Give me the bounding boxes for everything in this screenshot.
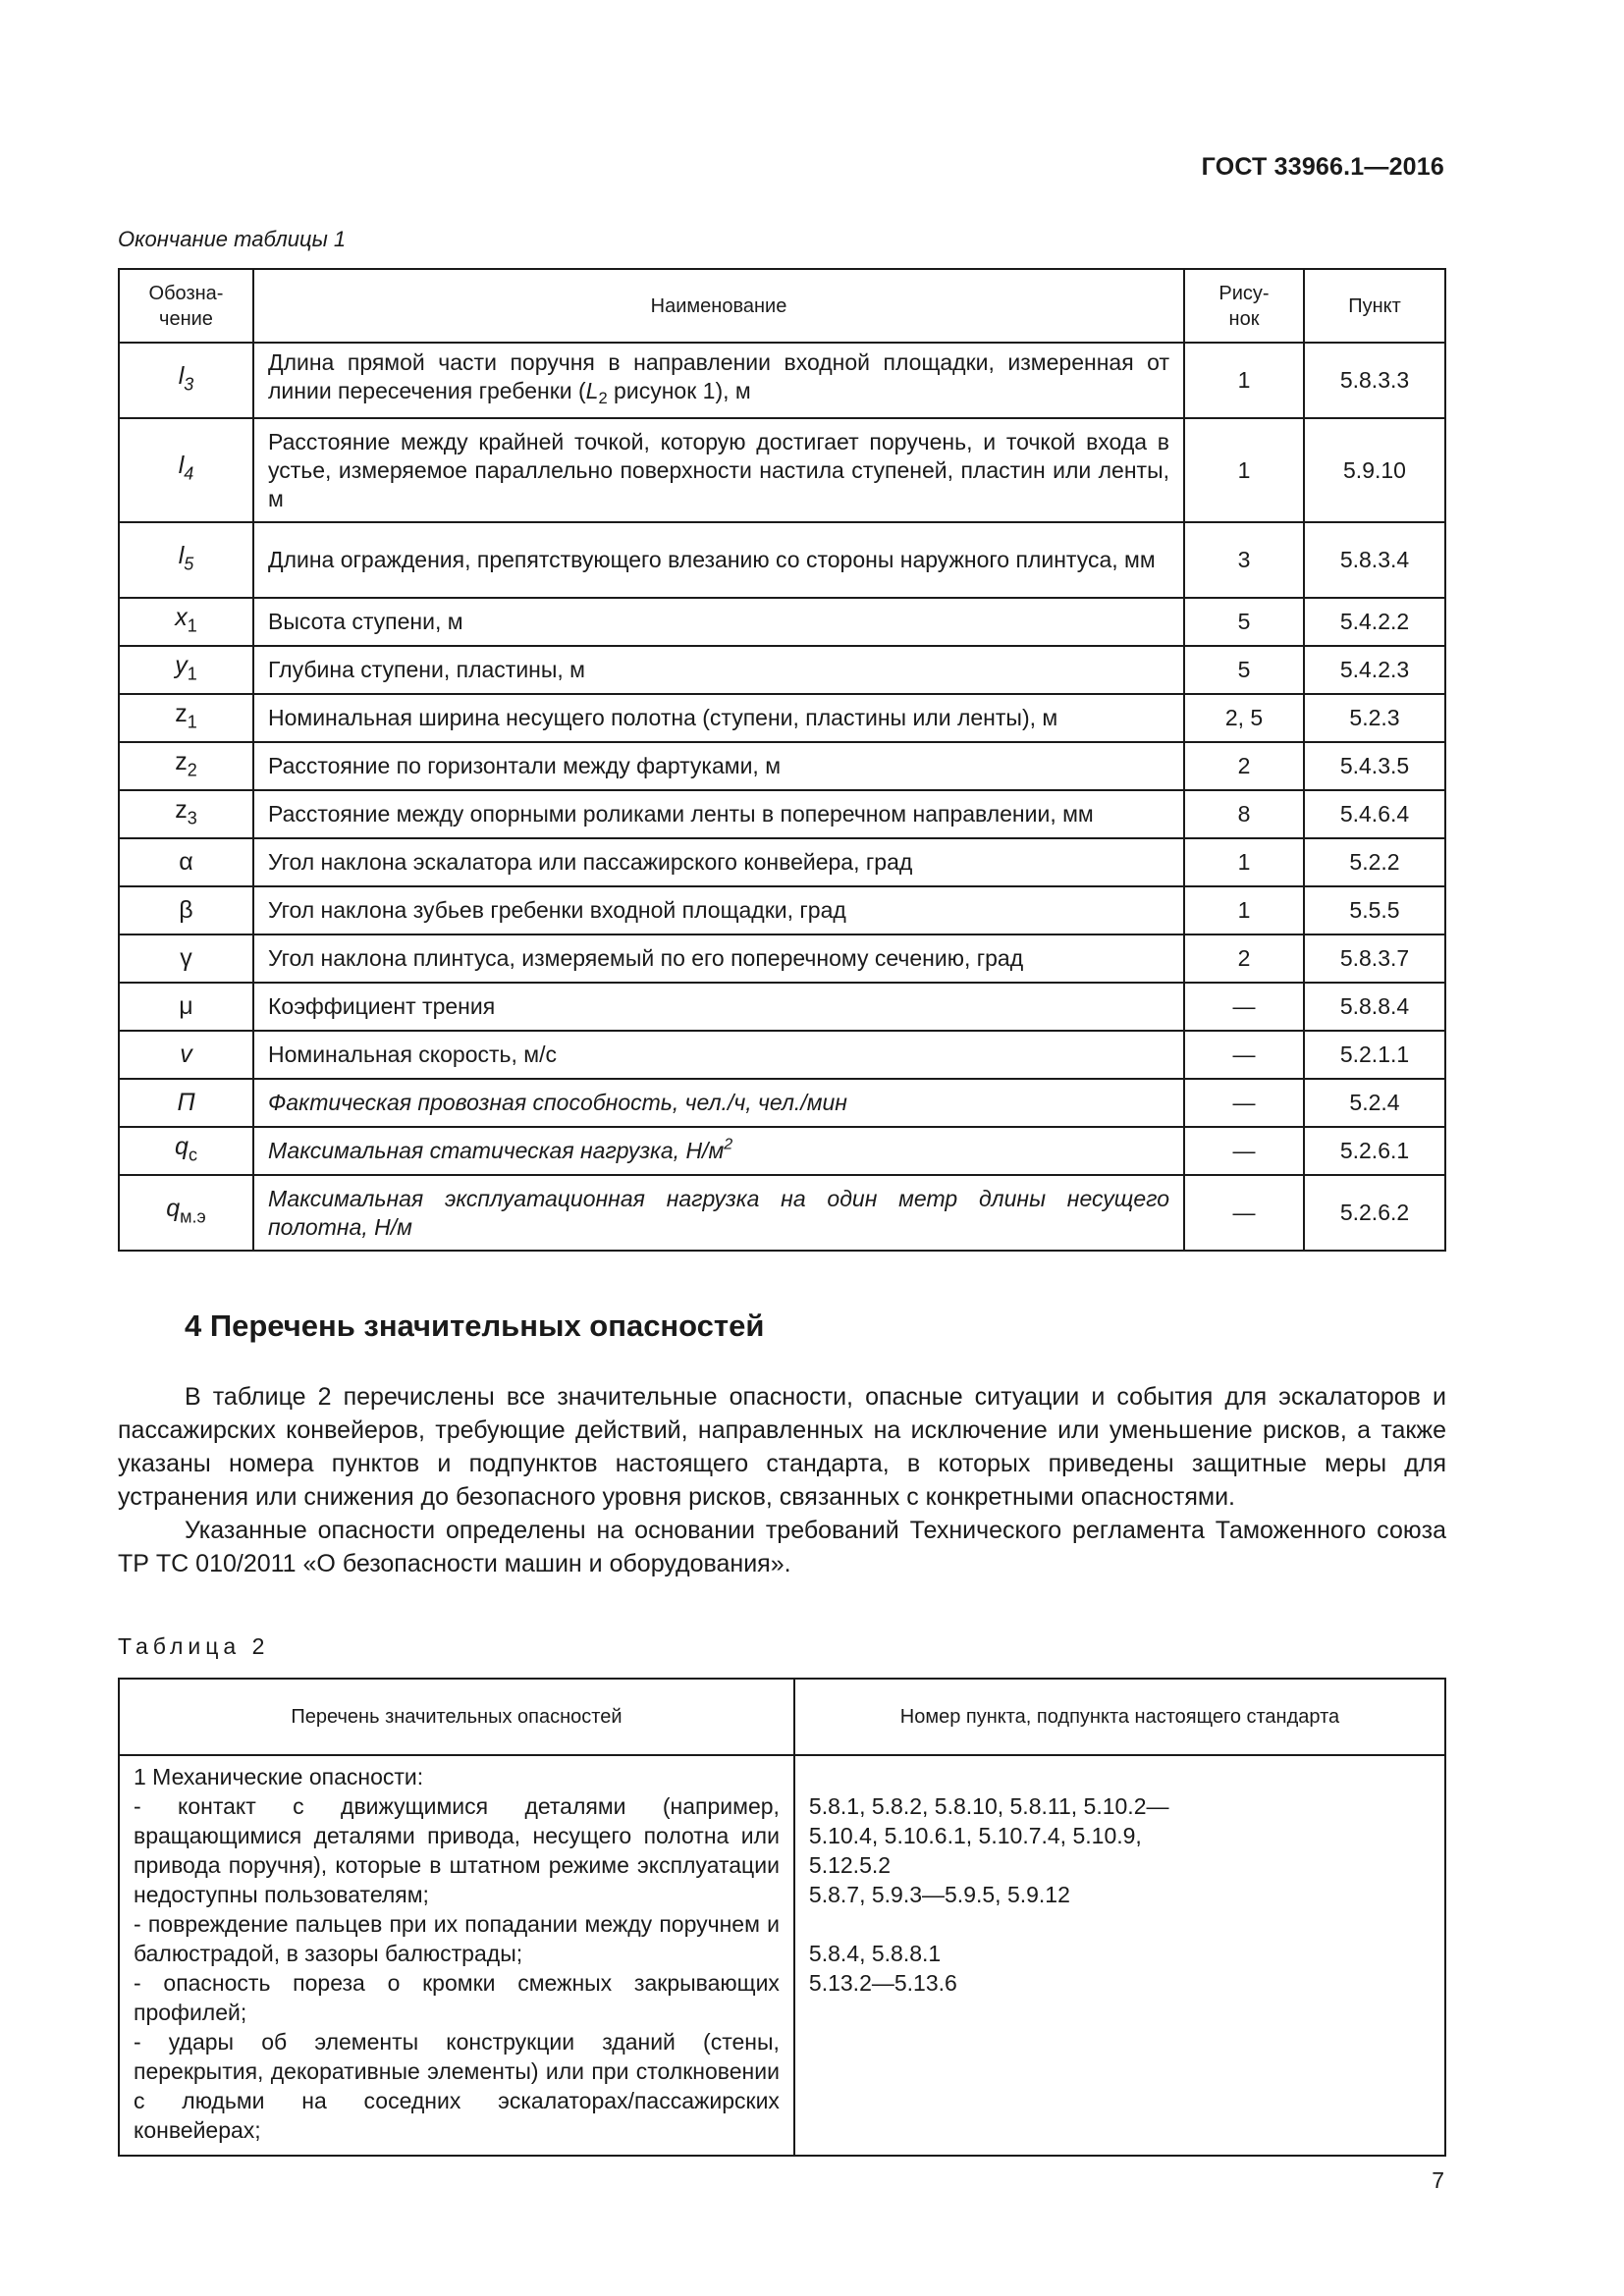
symbol-cell: $z_1$: [119, 694, 253, 742]
hazards-cell: [119, 1755, 794, 2156]
figure-cell: —: [1184, 983, 1304, 1031]
section-heading: 4 Перечень значительных опасностей: [185, 1308, 765, 1343]
symbol-cell: П: [119, 1079, 253, 1127]
table-row: [119, 1127, 1445, 1175]
item-ref: 5.8.7, 5.9.3—5.9.5, 5.9.12: [808, 1882, 1070, 1907]
table-row: [119, 983, 1445, 1031]
name-cell: Расстояние по горизонтали между фартуками, м: [253, 742, 1184, 790]
symbol-cell: $z_2$: [119, 742, 253, 790]
table-row: [119, 1755, 1445, 2156]
symbol-cell: $l_5$: [119, 522, 253, 598]
symbol-cell: $z_3$: [119, 790, 253, 838]
figure-cell: 5: [1184, 598, 1304, 646]
table-row: [119, 934, 1445, 983]
symbol-cell: $q_{м.э}$: [119, 1175, 253, 1251]
symbols-table: [118, 268, 1446, 1252]
document-code: ГОСТ 33966.1—2016: [1201, 153, 1444, 181]
figure-cell: 1: [1184, 886, 1304, 934]
name-cell: Максимальная статическая нагрузка, $Н/м^2$: [253, 1127, 1184, 1175]
figure-cell: 2, 5: [1184, 694, 1304, 742]
hazards-table: [118, 1678, 1446, 2157]
table1-caption: Окончание таблицы 1: [118, 227, 347, 251]
name-cell: Длина прямой части поручня в направлении входной площадки, измеренная от линии пересечения гребенки ($L_2$ рисунок 1), м: [253, 343, 1184, 418]
item-cell: 5.8.3.4: [1304, 522, 1445, 598]
figure-cell: 3: [1184, 522, 1304, 598]
symbol-cell: v: [119, 1031, 253, 1079]
name-cell: Максимальная эксплуатационная нагрузка на один метр длины несущего полотна, Н/м: [253, 1175, 1184, 1251]
table-row: [119, 694, 1445, 742]
symbol-cell: $x_1$: [119, 598, 253, 646]
symbol-cell: $q_с$: [119, 1127, 253, 1175]
paragraph: В таблице 2 перечислены все значительные опасности, опасные ситуации и события для эскалаторов и пассажирских конвейеров, требующие действий, направленных на исключение или уменьшение рисков, а также указаны номера пунктов и подпунктов настоящего стандарта, в которых приведены защитные меры для устранения или снижения до безопасного уровня рисков, связанных с конкретными опасностями.: [118, 1383, 1446, 1511]
symbol-cell: γ: [119, 934, 253, 983]
header-items: Номер пункта, подпункта настоящего стандарта: [794, 1679, 1445, 1755]
item-cell: 5.8.8.4: [1304, 983, 1445, 1031]
figure-cell: —: [1184, 1031, 1304, 1079]
header-item: Пункт: [1304, 269, 1445, 343]
item-cell: 5.2.2: [1304, 838, 1445, 886]
table-row: [119, 742, 1445, 790]
item-cell: 5.4.2.3: [1304, 646, 1445, 694]
item-cell: 5.2.6.2: [1304, 1175, 1445, 1251]
header-hazards: Перечень значительных опасностей: [119, 1679, 794, 1755]
name-cell: Номинальная ширина несущего полотна (ступени, пластины или ленты), м: [253, 694, 1184, 742]
table-row: [119, 598, 1445, 646]
name-cell: Расстояние между опорными роликами ленты в поперечном направлении, мм: [253, 790, 1184, 838]
table-row: [119, 790, 1445, 838]
name-cell: Коэффициент трения: [253, 983, 1184, 1031]
figure-cell: 2: [1184, 934, 1304, 983]
table2-label: Таблица 2: [118, 1633, 270, 1659]
page-number: 7: [1432, 2167, 1444, 2193]
item-ref: 5.8.1, 5.8.2, 5.8.10, 5.8.11, 5.10.2—: [808, 1793, 1169, 1819]
hazard-group-title: 1 Механические опасности:: [134, 1764, 424, 1789]
figure-cell: 5: [1184, 646, 1304, 694]
item-cell: 5.2.3: [1304, 694, 1445, 742]
item-cell: 5.4.3.5: [1304, 742, 1445, 790]
item-ref: 5.13.2—5.13.6: [808, 1970, 957, 1996]
symbol-cell: $l_3$: [119, 343, 253, 418]
hazard-item: - удары об элементы конструкции зданий (стены, перекрытия, декоративные элементы) или при столкновении с людьми на соседних эскалаторах/пассажирских конвейерах;: [134, 2029, 780, 2143]
paragraph: Указанные опасности определены на основании требований Технического регламента Таможенного союза ТР ТС 010/2011 «О безопасности машин и оборудования».: [118, 1517, 1446, 1577]
name-cell: Фактическая провозная способность, чел./ч, чел./мин: [253, 1079, 1184, 1127]
symbol-cell: $y_1$: [119, 646, 253, 694]
table-row: [119, 1175, 1445, 1251]
section-body: [118, 1380, 1446, 1580]
header-name: Наименование: [253, 269, 1184, 343]
figure-cell: 8: [1184, 790, 1304, 838]
table-row: [119, 1079, 1445, 1127]
header-figure: Рису- нок: [1184, 269, 1304, 343]
item-ref: 5.10.4, 5.10.6.1, 5.10.7.4, 5.10.9,: [808, 1823, 1142, 1848]
table-row: [119, 1031, 1445, 1079]
hazard-item: - контакт с движущимися деталями (например, вращающимися деталями привода, несущего полотна или привода поручня), которые в штатном режиме эксплуатации недоступны пользователям;: [134, 1793, 780, 1907]
table-row: [119, 418, 1445, 522]
header-symbol: Обозна- чение: [119, 269, 253, 343]
item-cell: 5.8.3.3: [1304, 343, 1445, 418]
figure-cell: —: [1184, 1175, 1304, 1251]
item-cell: 5.2.4: [1304, 1079, 1445, 1127]
hazard-item: - повреждение пальцев при их попадании между поручнем и балюстрадой, в зазоры балюстрады;: [134, 1911, 780, 1966]
name-cell: Угол наклона зубьев гребенки входной площадки, град: [253, 886, 1184, 934]
table-row: [119, 522, 1445, 598]
item-ref: 5.12.5.2: [808, 1852, 892, 1878]
figure-cell: 2: [1184, 742, 1304, 790]
symbol-cell: $l_4$: [119, 418, 253, 522]
item-ref: 5.8.4, 5.8.8.1: [808, 1941, 942, 1966]
symbol-cell: β: [119, 886, 253, 934]
name-cell: Длина ограждения, препятствующего влезанию со стороны наружного плинтуса, мм: [253, 522, 1184, 598]
name-cell: Номинальная скорость, м/с: [253, 1031, 1184, 1079]
item-cell: 5.8.3.7: [1304, 934, 1445, 983]
item-cell: 5.4.2.2: [1304, 598, 1445, 646]
name-cell: Угол наклона плинтуса, измеряемый по его поперечному сечению, град: [253, 934, 1184, 983]
name-cell: Высота ступени, м: [253, 598, 1184, 646]
item-cell: 5.5.5: [1304, 886, 1445, 934]
figure-cell: 1: [1184, 838, 1304, 886]
table-row: [119, 343, 1445, 418]
items-cell: [794, 1755, 1445, 2156]
name-cell: Глубина ступени, пластины, м: [253, 646, 1184, 694]
figure-cell: —: [1184, 1079, 1304, 1127]
table-row: [119, 646, 1445, 694]
name-cell: Угол наклона эскалатора или пассажирского конвейера, град: [253, 838, 1184, 886]
symbol-cell: μ: [119, 983, 253, 1031]
item-cell: 5.2.6.1: [1304, 1127, 1445, 1175]
item-cell: 5.9.10: [1304, 418, 1445, 522]
hazard-item: - опасность пореза о кромки смежных закрывающих профилей;: [134, 1970, 780, 2025]
item-cell: 5.2.1.1: [1304, 1031, 1445, 1079]
figure-cell: 1: [1184, 418, 1304, 522]
figure-cell: —: [1184, 1127, 1304, 1175]
table-row: [119, 838, 1445, 886]
figure-cell: 1: [1184, 343, 1304, 418]
item-cell: 5.4.6.4: [1304, 790, 1445, 838]
name-cell: Расстояние между крайней точкой, которую достигает поручень, и точкой входа в устье, измеряемое параллельно поверхности настила ступеней, пластин или ленты, м: [253, 418, 1184, 522]
table-row: [119, 886, 1445, 934]
symbol-cell: α: [119, 838, 253, 886]
